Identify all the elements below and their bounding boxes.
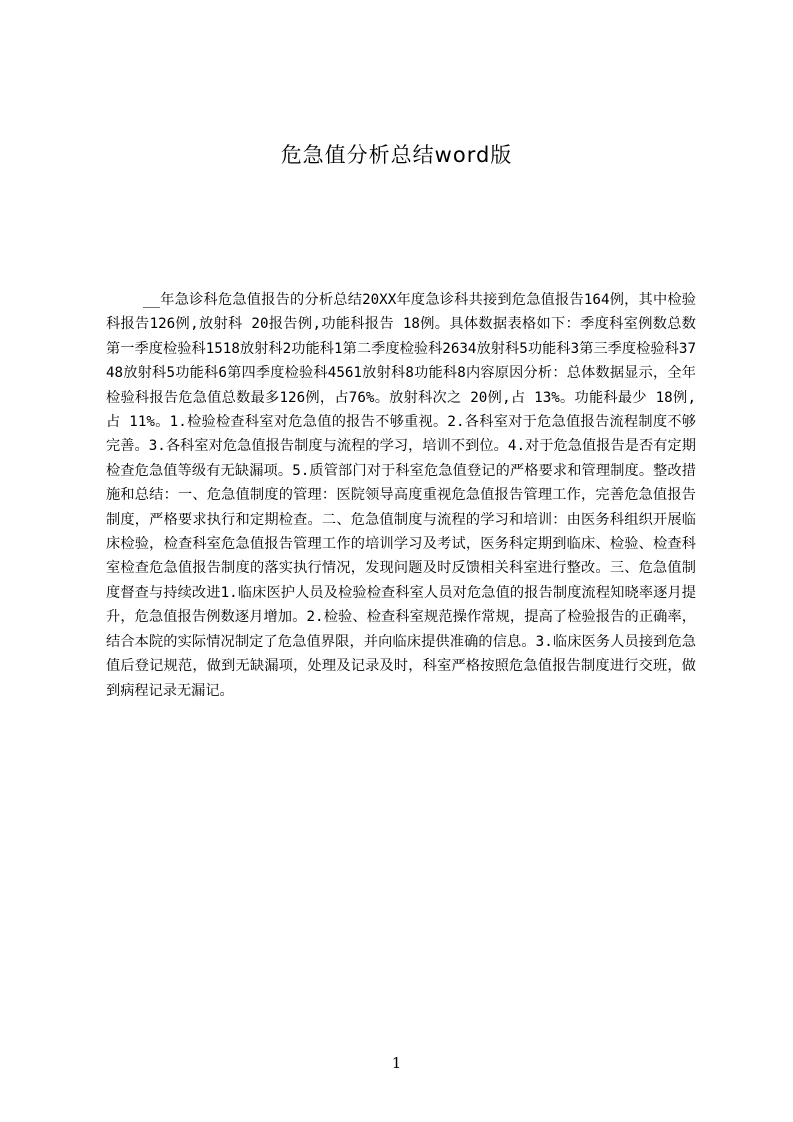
document-body-paragraph: __年急诊科危急值报告的分析总结20XX年度急诊科共接到危急值报告164例，其中检验科报告126例,放射科 20报告例,功能科报告 18例。具体数据表格如下：季度科室例数总数第一季度检验科1518放射科2功能科1第二季度检验科2634放射科5功能科3第三季度检验科3748放射科5功能科6第四季度检验科4561放射科8功能科8内容原因分析：总体数据显示，全年检验科报告危急值总数最多126例，占76%。放射科次之 20例,占 13%。功能科最少 18例,占 11%。1.检验检查科室对危急值的报告不够重视。2.各科室对于危急值报告流程制度不够完善。3.各科室对危急值报告制度与流程的学习，培训不到位。4.对于危急值报告是否有定期检查危急值等级有无缺漏项。5.质管部门对于科室危急值登记的严格要求和管理制度。整改措施和总结：一、危急值制度的管理：医院领导高度重视危急值报告管理工作，完善危急值报告制度，严格要求执行和定期检查。二、危急值制度与流程的学习和培训：由医务科组织开展临床检验，检查科室危急值报告管理工作的培训学习及考试，医务科定期到临床、检验、检查科室检查危急值报告制度的落实执行情况，发现问题及时反馈相关科室进行整改。三、危急值制度督查与持续改进1.临床医护人员及检验检查科室人员对危急值的报告制度流程知晓率逐月提升，危急值报告例数逐月增加。2.检验、检查科室规范操作常规，提高了检验报告的正确率，结合本院的实际情况制定了危急值界限，并向临床提供准确的信息。3.临床医务人员接到危急值后登记规范，做到无缺漏项，处理及记录及时，科室严格按照危急值报告制度进行交班，做到病程记录无漏记。 [106,292,696,699]
page-number: 1 [391,1054,402,1072]
document-title: 危急值分析总结word版 [280,143,513,167]
